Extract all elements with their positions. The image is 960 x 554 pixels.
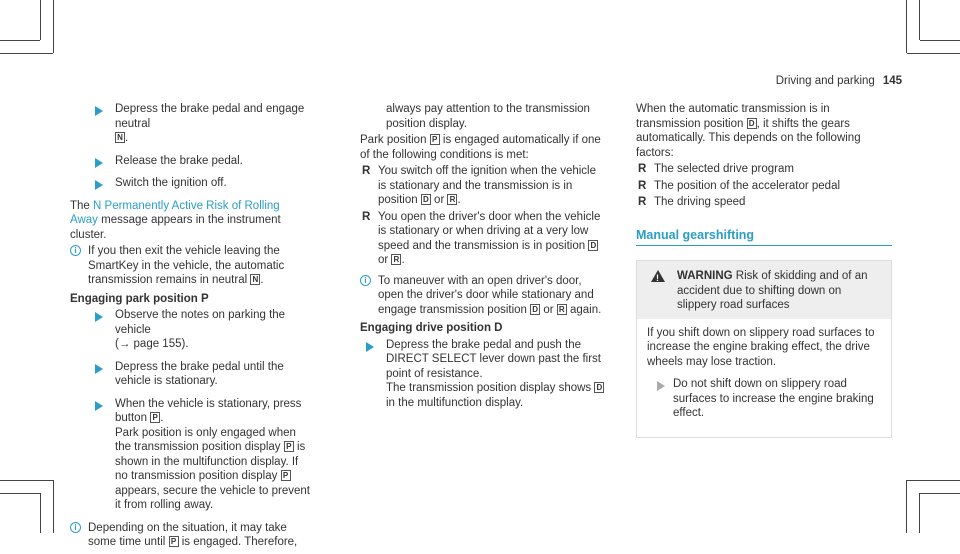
- step-observe-notes: Observe the notes on parking the vehicle (→ page 155).: [70, 308, 310, 352]
- step-depress-brake: Depress the brake pedal and engage neutral N .: [70, 102, 310, 146]
- step-no-shift: Do not shift down on slippery road surfaces to increase the engine braking effect.: [647, 377, 881, 421]
- step-ignition-off: Switch the ignition off.: [70, 176, 310, 191]
- park-auto-text: Park position P is engaged automatically if one of the following conditions is met:: [360, 134, 601, 161]
- crop-mark: [907, 53, 960, 54]
- step-release-brake: Release the brake pedal.: [70, 154, 310, 169]
- gear-key-p: P: [284, 441, 294, 452]
- page-reference-link[interactable]: (→ page 155).: [115, 338, 189, 350]
- info-icon: i: [70, 522, 81, 533]
- section-title: Driving and parking: [775, 75, 875, 87]
- step-arrow-icon: [657, 381, 665, 391]
- note-smartkey: i If you then exit the vehicle leaving the SmartKey in the vehicle, the automatic transmission remains in neutral N .: [70, 244, 310, 288]
- step-arrow-icon: [95, 364, 103, 374]
- list-item: R The selected drive program: [638, 163, 794, 175]
- crop-mark: [920, 40, 960, 41]
- step-arrow-icon: [366, 342, 374, 352]
- message-text: The N Permanently Active Risk of Rolling Away message appears in the instrument cluster.: [70, 199, 281, 241]
- heading-park-position: Engaging park position P: [70, 292, 209, 305]
- crop-mark: [53, 0, 54, 53]
- crop-mark: [0, 480, 53, 481]
- crop-mark: [40, 0, 41, 40]
- crop-mark: [0, 53, 53, 54]
- gear-key-d: D: [421, 194, 431, 205]
- step-arrow-icon: [95, 106, 103, 116]
- gear-key-d: D: [594, 382, 604, 393]
- column-1: [70, 102, 310, 554]
- step-arrow-icon: [95, 401, 103, 411]
- page-number: 145: [882, 75, 902, 87]
- gear-key-p: P: [150, 412, 160, 423]
- crop-mark: [919, 493, 920, 533]
- warning-label: WARNING: [677, 270, 733, 282]
- crop-mark: [0, 40, 40, 41]
- heading-drive-position: Engaging drive position D: [360, 322, 503, 334]
- warning-header: [637, 261, 891, 319]
- gear-key-r: R: [391, 254, 401, 265]
- message-link[interactable]: N Permanently Active Risk of Rolling Away: [70, 199, 280, 226]
- warning-icon: [651, 270, 665, 282]
- step-push-lever: Depress the brake pedal and push the DIRECT SELECT lever down past the first point of resistance. The transmission position display shows D in the multifunction display.: [360, 338, 605, 411]
- column-2: [360, 102, 605, 418]
- list-item: R You switch off the ignition when the vehicle is stationary and the transmission is in position D or R .: [362, 165, 597, 206]
- section-heading: Manual gearshifting: [636, 228, 892, 247]
- gear-key-r: R: [557, 304, 567, 315]
- crop-mark: [906, 0, 907, 53]
- gear-key-r: R: [447, 194, 457, 205]
- info-icon: i: [360, 275, 371, 286]
- gear-key-p: P: [281, 470, 291, 481]
- crop-mark: [53, 480, 54, 533]
- list-item: R You open the driver's door when the vehicle is stationary or when driving at a very low speed and the transmission is in position D or R .: [362, 210, 601, 266]
- warning-box: [636, 260, 892, 438]
- page-header: [776, 74, 902, 89]
- crop-mark: [907, 480, 960, 481]
- crop-mark: [0, 493, 40, 494]
- intro-text: When the automatic transmission is in transmission position D , it shifts the gears automatically. This depends on the following factors:: [636, 103, 861, 159]
- step-press-p: When the vehicle is stationary, press button P . Park position is only engaged when the transmission position display P is shown in the multifunction display. If no transmission position display P appears, secure the vehicle to prevent it from rolling away.: [70, 397, 310, 513]
- step-arrow-icon: [95, 180, 103, 190]
- gear-key-n: N: [115, 132, 125, 143]
- warning-text: Risk of skidding and of an accident due to shifting down on slippery road surfaces: [677, 270, 868, 311]
- gear-key-n: N: [250, 274, 260, 285]
- gear-key-d: D: [588, 240, 598, 251]
- column-3: [636, 102, 892, 438]
- crop-mark: [906, 480, 907, 533]
- step-arrow-icon: [95, 312, 103, 322]
- crop-mark: [920, 493, 960, 494]
- note-continuation: always pay attention to the transmission position display.: [386, 103, 590, 130]
- list-item: R The position of the accelerator pedal: [638, 179, 841, 192]
- gear-key-d: D: [530, 304, 540, 315]
- crop-mark: [919, 0, 920, 40]
- step-depress-until-stationary: Depress the brake pedal until the vehicle is stationary.: [70, 360, 310, 389]
- step-arrow-icon: [95, 158, 103, 168]
- crop-mark: [40, 493, 41, 533]
- info-icon: i: [70, 245, 81, 256]
- gear-key-d: D: [747, 118, 757, 129]
- gear-key-p: P: [169, 536, 179, 547]
- note-situation: i Depending on the situation, it may take some time until P is engaged. Therefore,: [70, 521, 310, 550]
- note-maneuver: i To maneuver with an open driver's door, open the driver's door while stationary and engage transmission position D or R again.: [360, 274, 605, 318]
- warning-body: If you shift down on slippery road surfaces to increase the engine braking effect, the drive wheels may lose traction. Do not shift down on slippery road surfaces to increase the engine braking effect.: [637, 319, 891, 437]
- gear-key-p: P: [430, 134, 440, 145]
- list-item: R The driving speed: [638, 196, 746, 208]
